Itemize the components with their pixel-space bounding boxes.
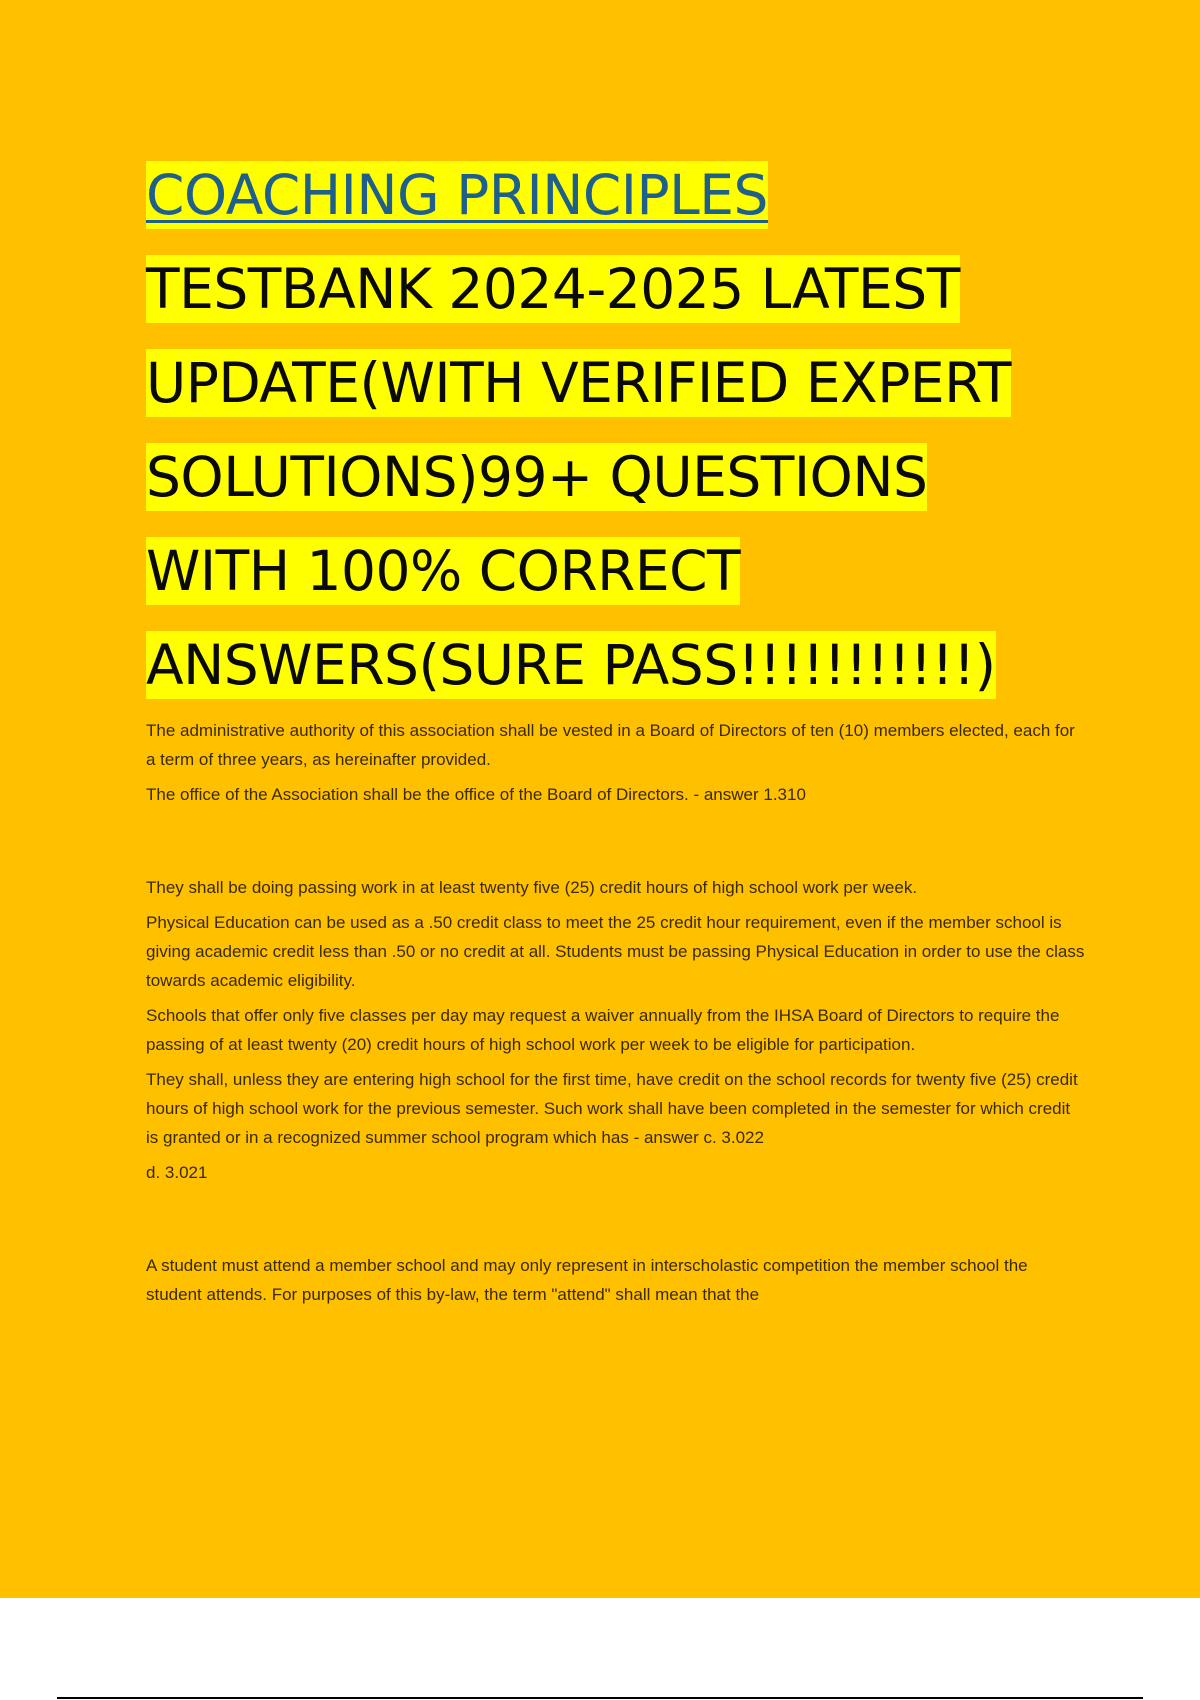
title-link-line[interactable] bbox=[146, 148, 1086, 242]
paragraph: Schools that offer only five classes per day may request a waiver annually from the IHSA Board of Directors to require the passing of at least twenty (20) credit hours of high school work per week to be eligible for participation. bbox=[146, 1006, 1060, 1054]
title-line: UPDATE(WITH VERIFIED EXPERT bbox=[146, 351, 1011, 415]
paragraph: Physical Education can be used as a .50 credit class to meet the 25 credit hour requirement, even if the member school is giving academic credit less than .50 or no credit at all. Students must be passing Physical Education in order to use the class towards academic eligibility. bbox=[146, 913, 1085, 990]
paragraph: A student must attend a member school and may only represent in interscholastic competition the member school the student attends. For purposes of this by-law, the term "attend" shall mean that the bbox=[146, 1256, 1028, 1304]
paragraph: d. 3.021 bbox=[146, 1163, 208, 1182]
document-body bbox=[146, 716, 1086, 1309]
document-content bbox=[146, 148, 1086, 1325]
paragraph-gap bbox=[146, 1203, 1086, 1251]
paragraph: The office of the Association shall be the office of the Board of Directors. - answer 1.310 bbox=[146, 785, 806, 804]
page-divider bbox=[57, 1697, 1143, 1699]
document-title bbox=[146, 148, 1086, 712]
title-link[interactable]: COACHING PRINCIPLES bbox=[146, 163, 768, 227]
title-line: SOLUTIONS)99+ QUESTIONS bbox=[146, 445, 928, 509]
title-line: TESTBANK 2024-2025 LATEST bbox=[146, 257, 960, 321]
paragraph: The administrative authority of this association shall be vested in a Board of Directors of ten (10) members elected, each for a term of three years, as hereinafter provided. bbox=[146, 721, 1075, 769]
paragraph: They shall be doing passing work in at least twenty five (25) credit hours of high school work per week. bbox=[146, 878, 918, 897]
title-line: ANSWERS(SURE PASS!!!!!!!!!!!) bbox=[146, 633, 996, 697]
paragraph: They shall, unless they are entering high school for the first time, have credit on the school records for twenty five (25) credit hours of high school work for the previous semester. Such work shall have been completed in the semester for which credit is granted or in a recognized summer school program which has - answer c. 3.022 bbox=[146, 1070, 1078, 1147]
title-line: WITH 100% CORRECT bbox=[146, 539, 741, 603]
paragraph-gap bbox=[146, 825, 1086, 873]
